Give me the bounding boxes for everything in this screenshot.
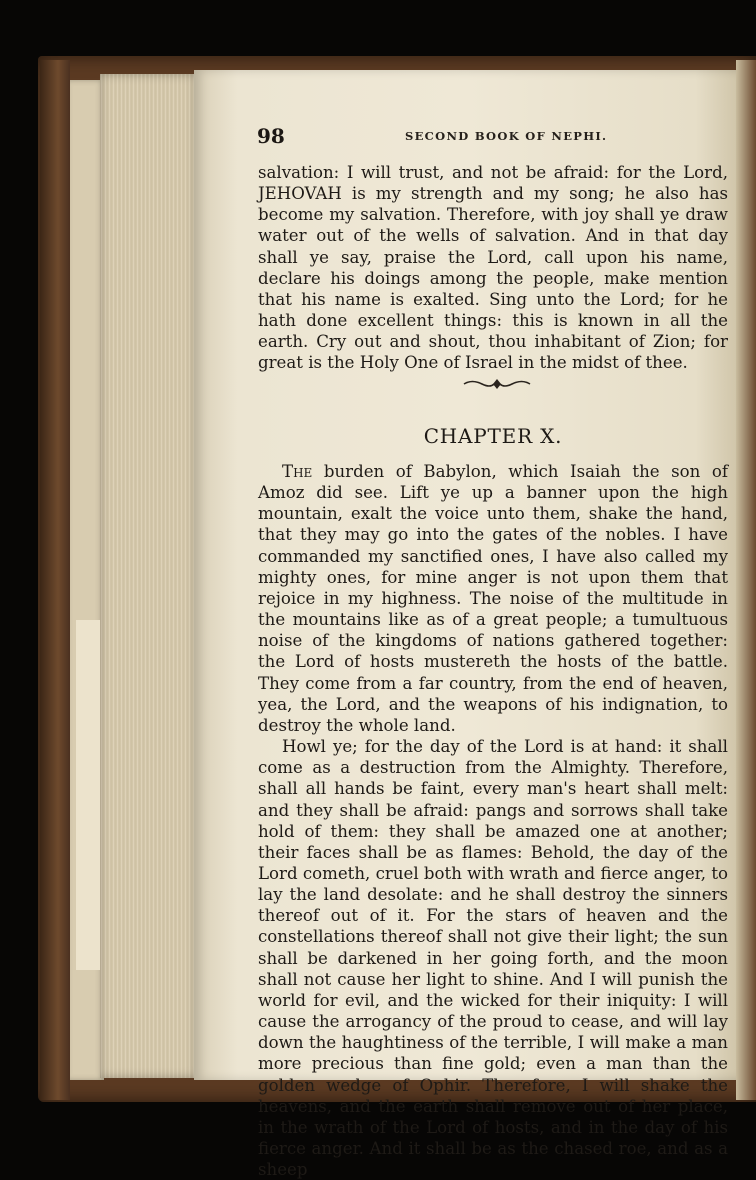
ornament-divider xyxy=(462,377,532,391)
chapter-body xyxy=(258,461,728,1180)
page-block-edges xyxy=(100,74,196,1078)
paragraph-1 xyxy=(258,461,728,736)
running-head-title: SECOND BOOK OF NEPHI. xyxy=(405,129,608,143)
endpaper-patch xyxy=(76,620,102,970)
paragraph-2: Howl ye; for the day of the Lord is at hand: it shall come as a destruction from the Almighty. Therefore, shall all hands be faint, every man's heart shall melt: and they shall be afraid: pangs and sorrows shall take hold of them: they shall be amazed one at another; their faces shall be as flames: Behold, the day of the Lord cometh, cruel both with wrath and fierce anger, to lay the land desolate: and he shall destroy the sinners thereof out of it. For the stars of heaven and the constellations thereof shall not give their light; the sun shall be darkened in her going forth, and the moon shall not cause her light to shine. And I will punish the world for evil, and the wicked for their iniquity: I will cause the arrogancy of the proud to cease, and will lay down the haughtiness of the terrible, I will make a man more precious than fine gold; even a man than the golden wedge of Ophir. Therefore, I will shake the heavens, and the earth shall remove out of her place, in the wrath of the Lord of hosts, and in the day of his fierce anger. And it shall be as the chased roe, and as a sheep xyxy=(258,737,728,1180)
running-head xyxy=(257,124,727,148)
paragraph-1-text: burden of Babylon, which Isaiah the son of Amoz did see. Lift ye up a banner upon the high mountain, exalt the voice unto them, shake the hand, that they may go into the gates of the nobles. I have commanded my sanctified ones, I have also called my mighty ones, for mine anger is not upon them that rejoice in my highness. The noise of the multitude in the mountains like as of a great people; a tumultuous noise of the kingdoms of nations gathered together: the Lord of hosts mustereth the hosts of the battle. They come from a far country, from the end of heaven, yea, the Lord, and the weapons of his indignation, to destroy the whole land. xyxy=(258,462,728,735)
page-number: 98 xyxy=(257,124,285,148)
paragraph-1-lead-word: The xyxy=(282,462,313,481)
continuation-text: salvation: I will trust, and not be afraid: for the Lord, JEHOVAH is my strength and my song; he also has become my salvation. Therefore, with joy shall ye draw water out of the wells of salvation. And in that day shall ye say, praise the Lord, call upon his name, declare his doings among the people, make mention that his name is exalted. Sing unto the Lord; for he hath done excellent things: this is known in all the earth. Cry out and shout, thou inhabitant of Zion; for great is the Holy One of Israel in the midst of thee. xyxy=(258,163,728,373)
facing-page-edge xyxy=(736,60,756,1100)
chapter-heading: CHAPTER X. xyxy=(423,424,563,448)
cover-board-edge xyxy=(40,60,70,1100)
continuation-paragraph xyxy=(258,162,728,374)
